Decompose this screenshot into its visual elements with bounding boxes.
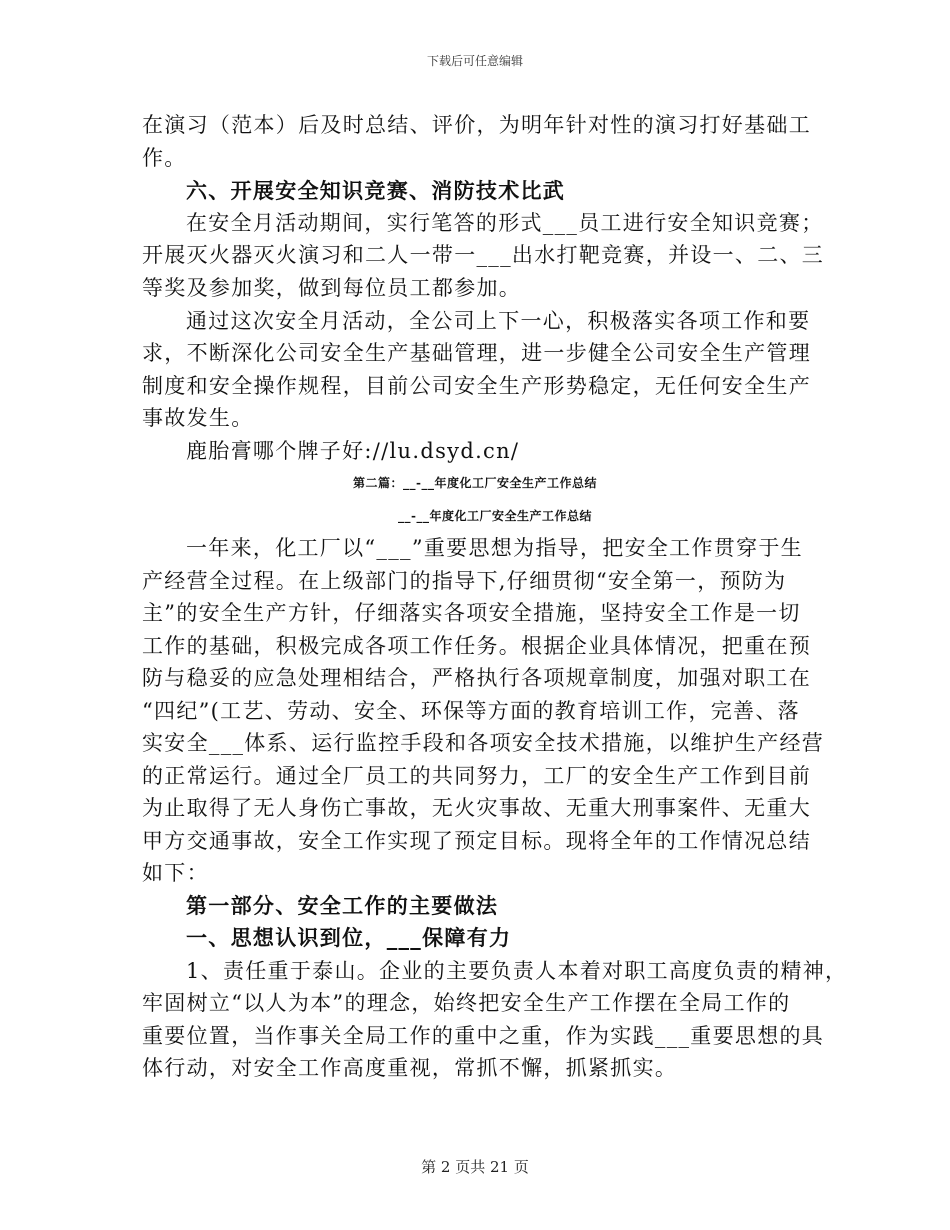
link-line: 鹿胎膏哪个牌子好://lu.dsyd.cn/ (186, 439, 520, 463)
section-heading: 一、思想认识到位，___保障有力 (186, 925, 512, 950)
body-line: 牢固树立“以人为本”的理念，始终把安全生产工作摆在全局工作的 (142, 991, 791, 1015)
body-line: 作。 (142, 146, 187, 170)
body-line: 重要位置，当作事关全局工作的重中之重，作为实践___重要思想的具 (142, 1024, 825, 1048)
body-line: 的正常运行。通过全厂员工的共同努力，工厂的安全生产工作到目前 (142, 764, 811, 788)
body-line: 1、责任重于泰山。企业的主要负责人本着对职工高度负责的精神， (186, 959, 848, 983)
document-title: __-__年度化工厂安全生产工作总结 (398, 509, 592, 523)
body-line: 在安全月活动期间，实行笔答的形式___员工进行安全知识竞赛； (186, 211, 824, 235)
chapter-title: 第二篇：__-__年度化工厂安全生产工作总结 (353, 476, 597, 490)
body-line: 实安全___体系、运行监控手段和各项安全技术措施，以维护生产经营 (142, 731, 825, 755)
body-line: 开展灭火器灭火演习和二人一带一___出水打靶竞赛，并设一、二、三 (142, 243, 825, 267)
page-header: 下载后可任意编辑 (426, 54, 523, 68)
body-line: 事故发生。 (142, 406, 254, 430)
body-line: 防与稳妥的应急处理相结合，严格执行各项规章制度，加强对职工在 (142, 666, 811, 690)
body-line: 求，不断深化公司安全生产基础管理，进一步健全公司安全生产管理 (142, 341, 811, 365)
body-line: 制度和安全操作规程，目前公司安全生产形势稳定，无任何安全生产 (142, 374, 811, 398)
body-line: 产经营全过程。在上级部门的指导下,仔细贯彻“安全第一，预防为 (142, 569, 787, 593)
body-line: 一年来，化工厂以“___”重要思想为指导，把安全工作贯穿于生 (186, 536, 803, 560)
body-line: “四纪”(工艺、劳动、安全、环保等方面的教育培训工作，完善、落 (142, 699, 800, 723)
body-line: 体行动，对安全工作高度重视，常抓不懈，抓紧抓实。 (142, 1056, 678, 1080)
part-heading: 第一部分、安全工作的主要做法 (186, 893, 499, 918)
body-line: 在演习（范本）后及时总结、评价，为明年针对性的演习打好基础工 (142, 113, 811, 137)
body-line: 如下： (142, 861, 209, 885)
page-footer: 第 2 页共 21 页 (421, 1158, 529, 1176)
body-line: 主”的安全生产方针，仔细落实各项安全措施，坚持安全工作是一切 (142, 601, 801, 625)
body-line: 甲方交通事故，安全工作实现了预定目标。现将全年的工作情况总结 (142, 829, 811, 853)
section-heading: 六、开展安全知识竞赛、消防技术比武 (186, 178, 566, 203)
body-line: 工作的基础，积极完成各项工作任务。根据企业具体情况，把重在预 (142, 634, 811, 658)
body-line: 等奖及参加奖，做到每位员工都参加。 (142, 276, 522, 300)
body-line: 为止取得了无人身伤亡事故，无火灾事故、无重大刑事案件、无重大 (142, 796, 811, 820)
body-line: 通过这次安全月活动，全公司上下一心，积极落实各项工作和要 (186, 309, 811, 333)
